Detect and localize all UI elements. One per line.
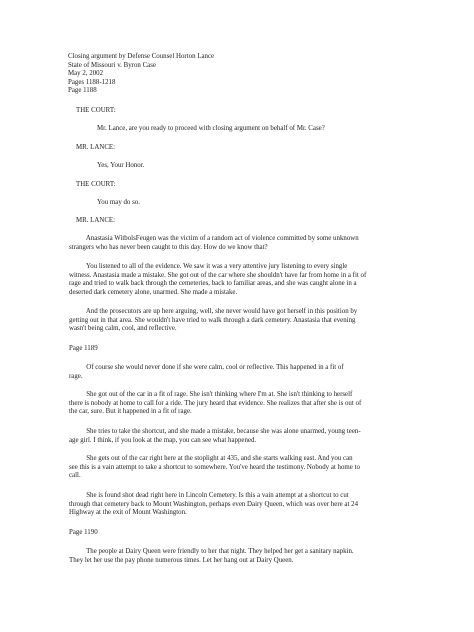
speaker-label: THE COURT: [76,181,116,188]
speaker-label: THE COURT: [76,107,116,114]
argument-paragraph: Of course she would never done if she were calm, cool or reflective. This happened in a fit of rage. [69,364,344,380]
case-name: State of Missouri v. Byron Case [68,61,156,69]
page-range: Pages 1188-1218 [68,78,116,86]
page-number: Page 1190 [69,529,98,536]
speaker-statement: Yes, Your Honor. [97,162,145,169]
speaker-label: MR. LANCE: [76,144,116,151]
page-number: Page 1189 [69,345,98,352]
argument-paragraph: She is found shot dead right here in Lincoln Cemetery. Is this a vain attempt at a shortcut to cut through that cemetery back to Mount Washington, perhaps even Dairy Queen, which was over here at 24 Highway at the exit of Mount Washington. [69,492,359,517]
argument-paragraph: The people at Dairy Queen were friendly to her that night. They helped her get a sanitary napkin. They let her use the pay phone numerous times. Let her hang out at Dairy Queen. [69,548,354,564]
argument-paragraph: You listened to all of the evidence. We saw it was a very attentive jury listening to every single witness. Anastasia made a mistake. She got out of the car where she shouldn't have far from home in a fit of rage and tried to walk back through the cemeteries, back to familiar areas, and she was caught alone in a deserted dark cemetery alone, unarmed. She made a mistake. [69,263,367,296]
document-date: May 2, 2002 [68,70,104,77]
speaker-label: MR. LANCE: [76,217,116,224]
argument-paragraph: She gets out of the car right here at the stoplight at 435, and she starts walking east. And you can see this is a vain attempt to take a shortcut to somewhere. You've heard the testimony. Nobody at home to call. [69,455,360,480]
argument-paragraph: Anastasia WitbolsFeugen was the victim of a random act of violence committed by some unknown strangers who has never been caught to this day. How do we know that? [69,235,359,251]
argument-paragraph: And the prosecutors are up here arguing, well, she never would have got herself in this position by getting out in that area. She wouldn't have tried to walk through a dark cemetery. Anastasia that evening wasn't being calm, cool, and reflective. [69,308,358,333]
document-title: Closing argument by Defense Counsel Horton Lance [68,53,215,60]
speaker-statement: You may do so. [97,199,140,206]
argument-paragraph: She got out of the car in a fit of rage. She isn't thinking where I'm at. She isn't thinking to herself there is nobody at home to call for a ride. The jury heard that evidence. She realizes that after she is out of the car, sure. But it happened in a fit of rage. [69,391,362,416]
speaker-statement: Mr. Lance, are you ready to proceed with closing argument on behalf of Mr. Case? [97,125,325,132]
argument-paragraph: She tries to take the shortcut, and she made a mistake, because she was alone unarmed, young teen- age girl. I think, if you look at the map, you can see what happened. [69,428,361,444]
page-number: Page 1188 [68,87,97,94]
